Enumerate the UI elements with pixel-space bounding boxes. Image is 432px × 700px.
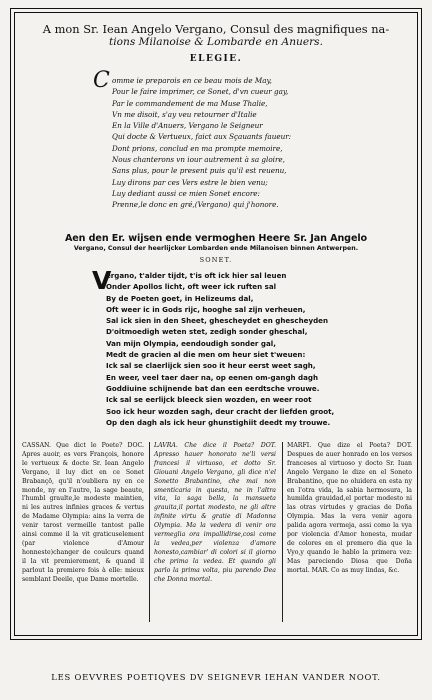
dutch-poem-line: Van mijn Olympia, eendoudigh sonder gal,: [106, 338, 276, 348]
dutch-poem-line: Medt de gracien al die men om heur siet t'weuen:: [106, 350, 306, 360]
dedication-title-line-2: tions Milanoise & Lombarde en Anuers.: [109, 36, 323, 48]
dutch-dedication-subheading: Vergano, Consul der heerlijcker Lombarden ende Milanoisen binnen Antwerpen.: [73, 245, 359, 252]
french-poem-line: Luy dediant aussi ce mien Sonet encore:: [112, 188, 260, 198]
dutch-poem-line: Oft weer ic in Gods rijc, hooghe sal zijn verheuen,: [106, 304, 306, 314]
dutch-poem-line: Op den dagh als ick heur ghunstighiit deedt my trouwe.: [106, 417, 331, 427]
french-poem-line: Prenne,le donc en gré,(Vergano) qui j'honore.: [112, 200, 279, 210]
french-poem-line: omme ie preparois en ce beau mois de May,: [112, 76, 272, 85]
running-footer: LES OEVVRES POETIQVES DV SEIGNEVR IEHAN VANDER NOOT.: [51, 672, 381, 682]
sonet-heading: SONET.: [199, 256, 233, 264]
dialogue-spanish: MARFI. Que dize el Poeta? DOT. Despues de auer honrado en los versos franceses al virtuoso y docto Sr. Iuan Angelo Vergano le dize en el Soneto Brabantino, que no oluidera en esta ny en l'otra vida, la sabia hermosura, la humilda grauidad,el portar modesto ni las otras virtudes y gracias de Doña Olympia. Mas la vera venir agora palida agora vermeja, assi como la vya por violencia d'Amor honesta, mudar de colores en el premero dia que la Vyo,y quando le hablo la primera vez: Mas pareciendo Diosa que Doña mortal. MAR. Co as muy lindas, &c.: [287, 442, 412, 574]
french-poem-line: Pour le faire imprimer, ce Sonet, d'vn cueur gay,: [112, 87, 289, 97]
dutch-poem-line: By de Poeten goet, in Helizeums dal,: [106, 293, 254, 303]
dutch-poem-line: Soo ick heur wozden sagh, deur cracht der liefden groot,: [106, 406, 335, 416]
french-dropcap: C: [93, 68, 110, 93]
dutch-poem-line: Goddiuine schijnende bat dan een eerdtsche vrouwe.: [106, 383, 320, 393]
dutch-poem-line: ergano, t'alder tijdt, t'is oft ick hier sal leuen: [106, 271, 287, 280]
french-poem-line: Par le commandement de ma Muse Thalie,: [112, 98, 268, 108]
dutch-poem-line: Ick sal se eerlijck bleeck sien wozden, en weer root: [106, 395, 312, 405]
dialogue-italian: LAVRA. Che dice il Poeta? DOT. Apresso hauer honorato ne'li versi francesi il virtuoso, et dotto Sr. Giouani Angelo Vergano, gli dice n'el Sonetto Brabantino, che mai non smenticaria in questa, ne in l'altra vita, la saga bella, la mansueta grauita,il portat modesto, ne gli altre infinite virtu & gratie di Madonna Olympia. Ma la vedera di venir ora vermeglia ora impallidirse,cosi come la vedea,per violenza d'amore honesto,cambiar' di colori si il giorno che prima la vedea. Et quando gli parlo la prima volta, piu parendo Dea che Donna mortal.: [154, 442, 276, 583]
french-poem-line: Vn me disoit, s'ay veu retourner d'Italie: [112, 109, 257, 119]
dutch-dropcap: V: [92, 266, 112, 295]
dedication-title: [14, 23, 418, 49]
dedication-title-line-1: A mon Sr. Iean Angelo Vergano, Consul des magnifiques na-: [42, 22, 390, 36]
french-poem-line: Luy dirons par ces Vers estre le bien venu;: [112, 177, 268, 187]
dialogue-section: [22, 442, 412, 630]
dialogue-french: CASSAN. Que dict le Poete? DOC. Apres auoir, es vers François, honore le vertueux & docte Sr. Iean Angelo Vergano, il luy dict en ce Sonet Brabançō, qu'il n'oubliera ny en ce monde, ny en l'autre, la sage beaute, l'humbl graulte,le modeste maintien, ni les autres infinies graces & vertus de Madame Olympia: ains la verra de venir tarost vermeille tantost palle ainsi comme il la vit graticuselement (par violence d'Amour honneste)changer de coulcurs quand il la vit premierement, & quand il parlout la premiere fois à elle: mieux semblant Deeile, que Dame mortelle.: [22, 442, 144, 583]
french-poem-line: Dont prions, conclud en ma prompte memoire,: [112, 143, 283, 153]
french-poem-line: Nous chanterons vn iour autrement à sa gloire,: [112, 155, 285, 165]
dutch-poem-line: D'oitmoedigh weten stet, zedigh sonder gheschal,: [106, 327, 308, 337]
column-divider: [282, 442, 283, 622]
french-poem-line: Sans plus, pour le present puis qu'il est reuenu,: [112, 166, 287, 176]
french-poem-line: En la Ville d'Anuers, Vergano le Seigneur: [112, 121, 263, 131]
french-poem-line: Qui docte & Vertueux, faict aux Sçauants faueur:: [112, 132, 292, 142]
dutch-poem-line: Ick sal se claerlijck sien soo it heur eerst weet sagh,: [106, 361, 316, 371]
dutch-poem-line: En weer, veel taer daer na, op eenen om-gangh dagh: [106, 372, 319, 382]
french-poem: [112, 75, 372, 211]
column-divider: [149, 442, 150, 622]
dutch-poem-line: Onder Apollos licht, oft weer ick ruften sal: [106, 282, 277, 292]
french-poem-heading: ELEGIE.: [189, 54, 243, 64]
dutch-dedication-heading: Aen den Er. wijsen ende vermoghen Heere Sr. Jan Angelo: [64, 233, 368, 244]
dutch-poem: [106, 270, 406, 428]
dutch-poem-line: Sal ick sien in den Sheet, ghescheydet en ghescheyden: [106, 316, 329, 326]
